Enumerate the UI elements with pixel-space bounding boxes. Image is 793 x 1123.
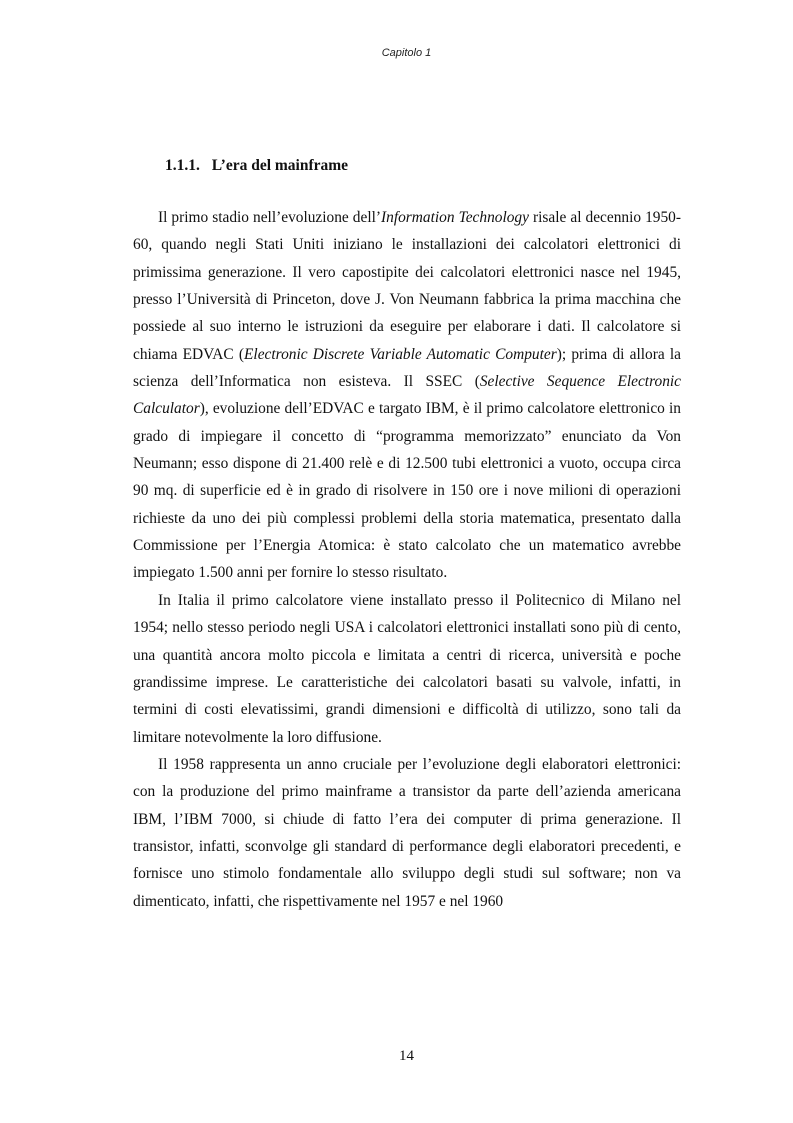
italic-text-run: Electronic Discrete Variable Automatic Computer	[244, 345, 557, 363]
italic-text-run: Selective Sequence Electronic Calculator	[133, 373, 682, 418]
text-run: ); prima di allora la scienza dell’Informatica non esisteva. Il SSEC (	[133, 345, 681, 391]
body-text	[133, 204, 681, 915]
text-run: Il primo stadio nell’evoluzione dell’	[158, 209, 381, 226]
text-run: Il 1958 rappresenta un anno cruciale per l’evoluzione degli elaboratori elettronici: con la produzione del primo mainframe a transistor da parte dell’azienda americana IBM, l’IBM 7000, si chiude di fatto l’era dei computer di prima generazione. Il transistor, infatti, sconvolge gli standard di performance degli elaboratori precedenti, e fornisce uno stimolo fondamentale allo sviluppo degli studi sul software; non va dimenticato, infatti, che rispettivamente nel 1957 e nel 1960	[133, 755, 681, 910]
text-run: ), evoluzione dell’EDVAC e targato IBM, è il primo calcolatore elettronico in grado di impiegare il concetto di “programma memorizzato” enunciato da Von Neumann; esso dispone di 21.400 relè e di 12.500 tubi elettronici a vuoto, occupa circa 90 mq. di superficie ed è in grado di risolvere in 150 ore i nove milioni di operazioni richieste da uno dei più complessi problemi della storia matematica, presentato dalla Commissione per l’Energia Atomica: è stato calcolato che un matematico avrebbe impiegato 1.500 anni per fornire lo stesso risultato.	[133, 400, 681, 582]
section-title: L’era del mainframe	[211, 157, 349, 174]
running-header: Capitolo 1	[381, 47, 432, 59]
text-run: risale al decennio 1950-60, quando negli Stati Uniti iniziano le installazioni dei calcolatori elettronici di primissima generazione. Il vero capostipite dei calcolatori elettronici nasce nel 1945, presso l’Università di Princeton, dove J. Von Neumann fabbrica la prima macchina che possiede al suo interno le istruzioni da eseguire per elaborare i dati. Il calcolatore si chiama EDVAC (	[133, 209, 681, 363]
paragraph	[133, 204, 681, 587]
section-number: 1.1.1.	[165, 157, 200, 174]
italic-text-run: Information Technology	[381, 209, 529, 226]
text-run: In Italia il primo calcolatore viene installato presso il Politecnico di Milano nel 1954; nello stesso periodo negli USA i calcolatori elettronici installati sono più di cento, una quantità ancora molto piccola e limitata a centri di ricerca, università e poche grandissime imprese. Le caratteristiche dei calcolatori basati su valvole, infatti, in termini di costi elevatissimi, grandi dimensioni e difficoltà di utilizzo, sono tali da limitare notevolmente la loro diffusione.	[133, 591, 681, 746]
paragraph	[133, 587, 681, 751]
page-number: 14	[399, 1048, 414, 1064]
section-heading	[165, 157, 348, 175]
paragraph	[133, 751, 681, 915]
